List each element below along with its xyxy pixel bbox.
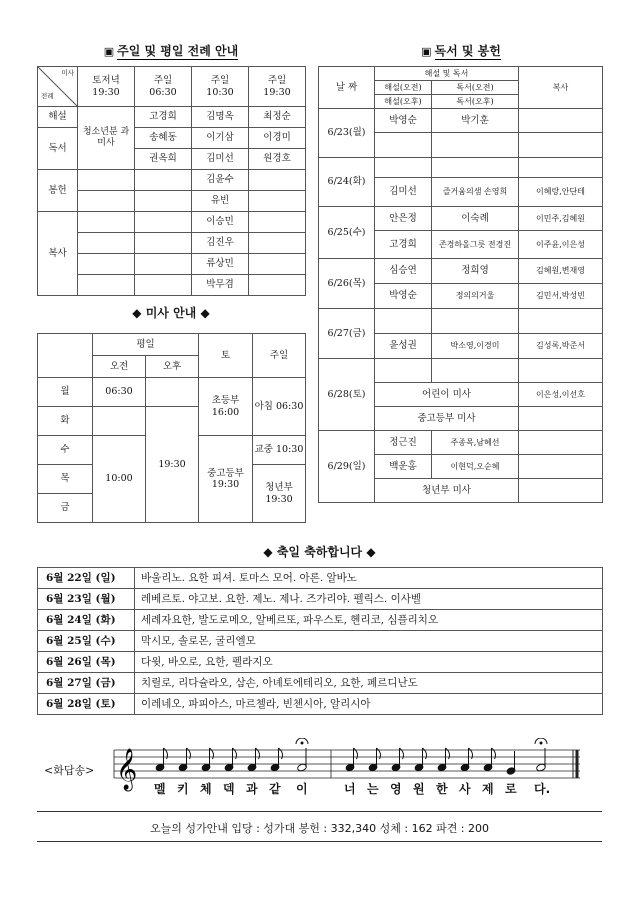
diamond-icon: ◆ (263, 545, 273, 559)
cell (249, 212, 306, 233)
cell: 주종목,남혜선 (432, 431, 519, 455)
cell (519, 309, 603, 334)
lyric-syllable: 사 (459, 782, 471, 796)
lyric-syllable: 체 (200, 782, 212, 796)
lyric-syllable: 키 (177, 782, 189, 796)
cell: 송혜동 (135, 128, 192, 149)
lyric-syllable: 멜 (154, 782, 166, 796)
col-header: 주일 10:30 (192, 67, 249, 107)
youth-mass-cell: 청소년분 과 미사 (78, 107, 135, 170)
day-tue: 화 (38, 407, 93, 436)
weekday-header: 평일 (93, 334, 199, 356)
mass-title-text: 미사 안내 (145, 306, 197, 320)
sun-2: 교중 10:30 (253, 436, 306, 465)
cell (249, 170, 306, 191)
cell (375, 133, 432, 158)
cell: 유빈 (192, 191, 249, 212)
lyric-syllable: 로 (505, 782, 517, 796)
cell: 박무겸 (192, 275, 249, 296)
pm-time: 19:30 (146, 407, 199, 523)
feast-saints: 레베르토. 야고보. 요한. 제노. 제나. 즈가리야. 펠릭스. 이사벨 (135, 589, 603, 610)
cell (146, 378, 199, 407)
col-header: 주일 19:30 (249, 67, 306, 107)
cell: 최정순 (249, 107, 306, 128)
cell: 김미선 (375, 178, 432, 207)
sat-header: 토 (199, 334, 253, 378)
feast-saints: 치릴로, 리다슐라오, 삼손, 아녜토에테리오, 요한, 페르디난도 (135, 673, 603, 694)
readers-title: ▣ 독서 및 봉헌 (421, 44, 501, 58)
readers-table (318, 66, 603, 503)
cell: 정의의거울 (432, 284, 519, 309)
footer-bottom-rule (37, 841, 602, 842)
cell: 안은정 (375, 207, 432, 231)
cell: 정희영 (432, 259, 519, 284)
am-header: 오전 (93, 356, 146, 378)
cell: 심승연 (375, 259, 432, 284)
cell: 이승민 (192, 212, 249, 233)
cell: 이주윤,이은성 (519, 231, 603, 259)
sub-header: 독서(오전) (432, 81, 519, 95)
sub-header: 해설(오후) (375, 95, 432, 109)
cell (375, 359, 432, 383)
treble-clef-icon: 𝄞 (116, 749, 138, 790)
date-cell: 6/26(목) (319, 259, 375, 309)
cell: 박영순 (375, 109, 432, 133)
cell: 김민서,박성빈 (519, 284, 603, 309)
sat-bottom: 중고등부 19:30 (199, 436, 253, 523)
group-header: 해설 및 독서 (375, 67, 519, 81)
cell: 정근진 (375, 431, 432, 455)
lyric-syllable: 는 (367, 782, 379, 796)
notes-group-2 (345, 738, 547, 775)
cell (432, 133, 519, 158)
mass-table (37, 333, 306, 523)
cell: 이은성,이선호 (519, 383, 603, 407)
cell: 박소영,이경미 (432, 334, 519, 359)
corner-bottom: 전례 (41, 92, 54, 101)
sat-top: 초등부 16:00 (199, 378, 253, 436)
cell (432, 359, 519, 383)
cell: 박영순 (375, 284, 432, 309)
cell (135, 254, 192, 275)
am-time: 10:00 (93, 436, 146, 523)
sub-header: 해설(오전) (375, 81, 432, 95)
col-header: 토저녁 19:30 (78, 67, 135, 107)
feast-date: 6월 23일 (월) (38, 589, 135, 610)
cell: 김미선 (192, 149, 249, 170)
cell: 박기훈 (432, 109, 519, 133)
cell: 이혜랑,안단테 (519, 178, 603, 207)
feast-date: 6월 26일 (목) (38, 652, 135, 673)
readers-title-text: 독서 및 봉헌 (434, 44, 501, 58)
cell: 김윤수 (192, 170, 249, 191)
cell (249, 191, 306, 212)
cell (78, 170, 135, 191)
row-label-offering: 봉헌 (38, 170, 78, 212)
row-label-communion: 복사 (38, 212, 78, 296)
lyric-syllable: 한 (436, 782, 448, 796)
cell: 윤성권 (375, 334, 432, 359)
day-wed: 수 (38, 436, 93, 465)
cell: 고경희 (375, 231, 432, 259)
date-cell: 6/27(금) (319, 309, 375, 359)
corner-cell (38, 67, 78, 107)
day-thu: 목 (38, 465, 93, 494)
feast-saints: 바울리노. 요한 피셔. 토마스 모어. 아론. 알바노 (135, 568, 603, 589)
sun-header: 주일 (253, 334, 306, 378)
lyric-syllable: 너 (344, 782, 356, 796)
cell (38, 334, 93, 378)
cell: 김명옥 (192, 107, 249, 128)
cell: 이현덕,오순혜 (432, 455, 519, 479)
corner-top: 미사 (61, 69, 74, 77)
cell: 김진우 (192, 233, 249, 254)
date-cell: 6/25(수) (319, 207, 375, 259)
cell (519, 109, 603, 133)
feast-saints: 다윗, 바오로, 요한, 펠라지오 (135, 652, 603, 673)
feast-date: 6월 28일 (토) (38, 694, 135, 715)
serve-header: 복사 (519, 67, 603, 109)
cell: 백운홍 (375, 455, 432, 479)
cell (78, 275, 135, 296)
feast-saints: 이레네오, 파피아스, 마르첼라, 빈첸시아, 알리시아 (135, 694, 603, 715)
cell: 류상민 (192, 254, 249, 275)
feast-date: 6월 27일 (금) (38, 673, 135, 694)
sun-1: 아침 06:30 (253, 378, 306, 436)
schedule-title-text: 주일 및 평일 전례 안내 (117, 44, 239, 58)
cell (135, 233, 192, 254)
cell (519, 158, 603, 178)
feasts-title-text: 축일 축하합니다 (276, 545, 363, 559)
date-cell: 6/29(일) (319, 431, 375, 503)
date-cell: 6/28(토) (319, 359, 375, 431)
cell: 김혜원,변재영 (519, 259, 603, 284)
cell (519, 407, 603, 431)
cell (249, 254, 306, 275)
cell: 이기삼 (192, 128, 249, 149)
lyric-syllable: 같 (269, 782, 281, 796)
sun-3: 청년부 19:30 (253, 465, 306, 523)
mass-title (36, 304, 306, 321)
col-header: 주일 06:30 (135, 67, 192, 107)
youth-mass: 중고등부 미사 (375, 407, 519, 431)
lyric-syllable: 제 (482, 782, 494, 796)
cell (519, 479, 603, 503)
cell (78, 212, 135, 233)
date-header: 날 짜 (319, 67, 375, 109)
cell (135, 191, 192, 212)
feasts-table (37, 567, 603, 715)
young-adult-mass: 청년부 미사 (375, 479, 519, 503)
cell (93, 407, 146, 436)
cell (78, 191, 135, 212)
cell: 이경미 (249, 128, 306, 149)
liturgy-schedule-table (37, 66, 306, 296)
row-label-reading: 독서 (38, 128, 78, 170)
pm-header: 오후 (146, 356, 199, 378)
feasts-title (37, 543, 602, 560)
row-label-commentary: 해설 (38, 107, 78, 128)
lyric-syllable: 이 (296, 782, 308, 796)
footer-hymn-guide: 오늘의 성가안내 입당 : 성가대 봉헌 : 332,340 성체 : 162 파견 : 200 (149, 822, 490, 835)
cell (519, 431, 603, 455)
cell (135, 275, 192, 296)
lyric-syllable: 원 (413, 782, 425, 796)
sub-header: 독서(오후) (432, 95, 519, 109)
cell: 존경하올그릇 전경진 (432, 231, 519, 259)
date-cell: 6/23(월) (319, 109, 375, 158)
diamond-icon: ◆ (200, 306, 210, 320)
lyric-syllable: 영 (390, 782, 402, 796)
day-fri: 금 (38, 494, 93, 523)
cell (135, 212, 192, 233)
cell (249, 233, 306, 254)
cell: 권옥희 (135, 149, 192, 170)
cell: 이숙례 (432, 207, 519, 231)
feast-date: 6월 22일 (일) (38, 568, 135, 589)
cell (135, 170, 192, 191)
mon-am: 06:30 (93, 378, 146, 407)
hymn-label: <화답송> (44, 764, 95, 777)
cell: 원경호 (249, 149, 306, 170)
cell: 고경희 (135, 107, 192, 128)
cell: 김성록,박준서 (519, 334, 603, 359)
lyric-syllable: 다. (534, 782, 551, 796)
feast-saints: 세례자요한, 발도로메오, 알베르또, 파우스토, 헨리코, 심플리치오 (135, 610, 603, 631)
diamond-icon: ◆ (132, 306, 142, 320)
cell (519, 455, 603, 479)
cell (375, 158, 432, 178)
lyric-syllable: 덱 (223, 782, 235, 796)
cell: 이민주,김혜원 (519, 207, 603, 231)
cell (78, 233, 135, 254)
lyrics-row (110, 780, 585, 798)
feast-date: 6월 24일 (화) (38, 610, 135, 631)
cell: 즐거움의샘 손영희 (432, 178, 519, 207)
feast-date: 6월 25일 (수) (38, 631, 135, 652)
schedule-title: ▣ 주일 및 평일 전례 안내 (103, 44, 239, 58)
notes-group-1 (155, 738, 308, 772)
cell (375, 309, 432, 334)
cell (249, 275, 306, 296)
cell (519, 133, 603, 158)
cell (78, 254, 135, 275)
feast-saints: 막시모, 솔로몬, 굴리엘모 (135, 631, 603, 652)
footer-top-rule (37, 811, 602, 812)
date-cell: 6/24(화) (319, 158, 375, 207)
cell (432, 309, 519, 334)
cell (519, 359, 603, 383)
diamond-icon: ◆ (366, 545, 376, 559)
lyric-syllable: 과 (246, 782, 258, 796)
cell (432, 158, 519, 178)
day-mon: 월 (38, 378, 93, 407)
children-mass: 어린이 미사 (375, 383, 519, 407)
